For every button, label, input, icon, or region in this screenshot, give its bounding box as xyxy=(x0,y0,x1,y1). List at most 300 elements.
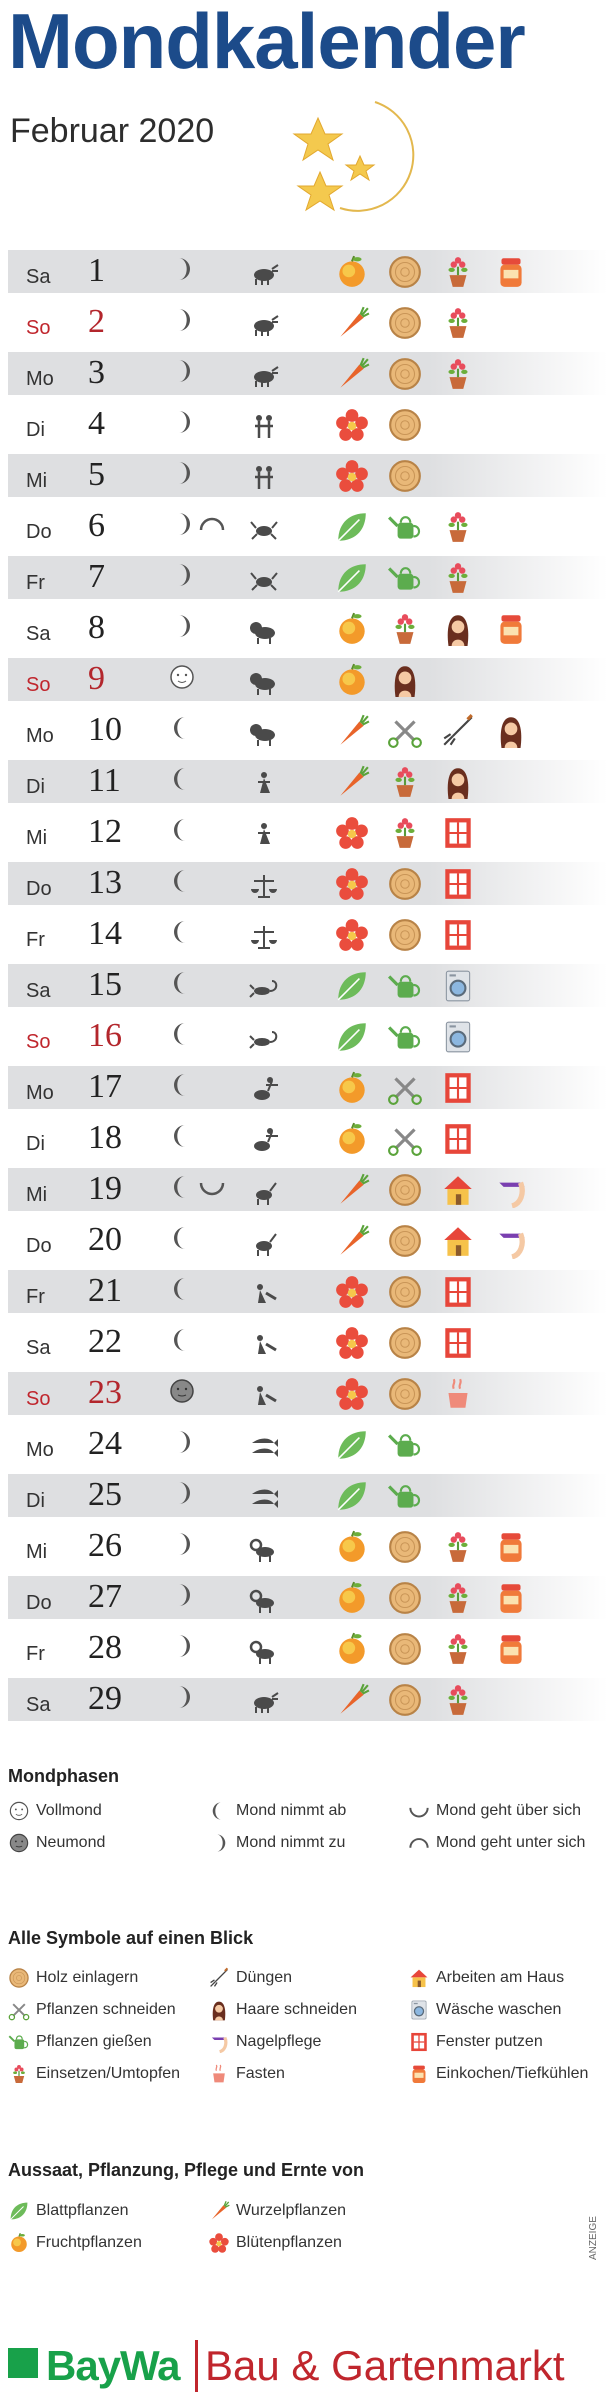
activity-symbols xyxy=(333,304,476,341)
zodiac-ram-icon xyxy=(248,1636,280,1671)
baywa-logo-square xyxy=(8,2348,38,2378)
leaf-icon xyxy=(333,1426,370,1463)
blossom-icon xyxy=(333,457,370,494)
fruit-icon xyxy=(333,610,370,647)
zodiac-virgin-icon xyxy=(248,820,280,855)
moon-phase xyxy=(168,1531,196,1561)
activity-symbols xyxy=(333,1630,529,1667)
wood-icon xyxy=(386,304,423,341)
zodiac-crab-icon xyxy=(248,565,280,600)
blossom-icon xyxy=(208,2232,230,2254)
calendar-row xyxy=(8,1525,608,1568)
zodiac-bull-icon xyxy=(248,310,280,345)
activity-symbols xyxy=(333,1018,476,1055)
weekday-label: So xyxy=(26,674,51,696)
legend-label: Einsetzen/Umtopfen xyxy=(36,2065,181,2082)
page-title: Mondkalender xyxy=(8,0,525,85)
moon-wax-icon xyxy=(168,306,196,339)
moon-wane-icon xyxy=(168,867,196,900)
fruit-icon xyxy=(333,253,370,290)
legend-label: Haare schneiden xyxy=(236,2001,357,2018)
legend-item xyxy=(8,2063,180,2085)
calendar-row xyxy=(8,811,608,854)
zodiac-twins-icon xyxy=(248,412,280,447)
calendar-row xyxy=(8,301,608,344)
moon-wane-icon xyxy=(168,1326,196,1359)
calendar-row xyxy=(8,1270,608,1313)
activity-symbols xyxy=(333,355,476,392)
weekday-label: Mo xyxy=(26,368,54,390)
day-number: 13 xyxy=(88,864,122,901)
weekday-label: Fr xyxy=(26,929,45,951)
day-number: 21 xyxy=(88,1272,122,1309)
window-icon xyxy=(408,2031,430,2053)
zodiac-scales-icon xyxy=(248,871,280,906)
moon-wane-icon xyxy=(168,714,196,747)
calendar-row xyxy=(8,454,608,497)
zodiac-bull-icon xyxy=(248,361,280,396)
hair-icon xyxy=(492,712,529,749)
descending-icon xyxy=(408,1832,430,1854)
moon-phases-legend xyxy=(8,1800,608,1870)
zodiac-virgin-icon xyxy=(248,769,280,804)
house-icon xyxy=(439,1171,476,1208)
day-number: 20 xyxy=(88,1221,122,1258)
moon-phase xyxy=(168,1327,196,1357)
legend-item xyxy=(8,1999,176,2021)
moon-wax-icon xyxy=(168,612,196,645)
moon-phase xyxy=(168,1684,196,1714)
wood-icon xyxy=(386,865,423,902)
moon-phase xyxy=(168,1174,226,1204)
flowerpot-icon xyxy=(439,1528,476,1565)
watering-icon xyxy=(386,559,423,596)
zodiac-scales-icon xyxy=(248,922,280,957)
leaf-icon xyxy=(333,1018,370,1055)
nail-icon xyxy=(492,1222,529,1259)
window-icon xyxy=(439,916,476,953)
day-number: 17 xyxy=(88,1068,122,1105)
legend-item xyxy=(8,1832,105,1854)
activity-symbols xyxy=(333,1579,529,1616)
activity-symbols xyxy=(333,1069,476,1106)
activity-symbols xyxy=(333,763,476,800)
moon-phase xyxy=(168,460,196,490)
calendar-row xyxy=(8,709,608,752)
moon-wane-icon xyxy=(168,1020,196,1053)
root-icon xyxy=(208,2200,230,2222)
root-icon xyxy=(333,763,370,800)
calendar-row xyxy=(8,1576,608,1619)
window-icon xyxy=(439,1069,476,1106)
zodiac-scorpion-icon xyxy=(248,1024,280,1059)
moon-phase xyxy=(168,511,226,541)
activity-symbols xyxy=(333,1477,423,1514)
moon-phase xyxy=(168,919,196,949)
calendar-row xyxy=(8,1117,608,1160)
legend-item xyxy=(408,2063,588,2085)
day-number: 6 xyxy=(88,507,105,544)
wood-icon xyxy=(386,1579,423,1616)
moon-phase xyxy=(168,766,196,796)
hair-icon xyxy=(439,763,476,800)
weekday-label: Sa xyxy=(26,623,51,645)
wood-icon xyxy=(386,1324,423,1361)
window-icon xyxy=(439,1120,476,1157)
zodiac-fish-icon xyxy=(248,1483,280,1518)
blossom-icon xyxy=(333,865,370,902)
legend-item xyxy=(208,1800,346,1822)
wax-icon xyxy=(208,1832,230,1854)
legend-item xyxy=(208,2031,321,2053)
advertisement-label: ANZEIGE xyxy=(588,2216,599,2260)
day-number: 16 xyxy=(88,1017,122,1054)
moon-wax-icon xyxy=(168,561,196,594)
legend-item xyxy=(208,2063,285,2085)
legend-item xyxy=(8,1967,138,1989)
activity-symbols xyxy=(333,967,476,1004)
activity-symbols xyxy=(333,406,423,443)
house-icon xyxy=(439,1222,476,1259)
activity-symbols xyxy=(333,457,423,494)
legend-item xyxy=(208,1832,345,1854)
jar-icon xyxy=(492,1528,529,1565)
activity-symbols xyxy=(333,1426,423,1463)
day-number: 29 xyxy=(88,1680,122,1717)
activity-symbols xyxy=(333,508,476,545)
activity-symbols xyxy=(333,1324,476,1361)
moon-wax-icon xyxy=(168,1479,196,1512)
fork-icon xyxy=(439,712,476,749)
moon-wax-icon xyxy=(168,255,196,288)
day-number: 14 xyxy=(88,915,122,952)
zodiac-goat-icon xyxy=(248,1228,280,1263)
wood-icon xyxy=(386,1375,423,1412)
zodiac-ram-icon xyxy=(248,1534,280,1569)
legend-label: Mond nimmt zu xyxy=(236,1834,346,1851)
zodiac-aquarius-icon xyxy=(248,1381,280,1416)
calendar-row xyxy=(8,1015,608,1058)
moon-phases-title: Mondphasen xyxy=(8,1766,119,1786)
moon-stars-decoration xyxy=(280,98,430,223)
new-icon xyxy=(8,1832,30,1854)
activity-symbols xyxy=(333,610,529,647)
weekday-label: Di xyxy=(26,1490,45,1512)
moon-wax-icon xyxy=(168,1632,196,1665)
legend-item xyxy=(408,1967,564,1989)
watering-icon xyxy=(386,1477,423,1514)
moon-wane-icon xyxy=(168,1275,196,1308)
weekday-label: Mi xyxy=(26,827,48,849)
moon-wane-icon xyxy=(168,1071,196,1104)
calendar-row xyxy=(8,1678,608,1721)
calendar-row xyxy=(8,1474,608,1517)
ascending-icon xyxy=(408,1800,430,1822)
moon-wane-icon xyxy=(168,1122,196,1155)
nail-icon xyxy=(208,2031,230,2053)
legend-label: Einkochen/Tiefkühlen xyxy=(436,2065,589,2082)
plants-legend xyxy=(8,2200,608,2260)
moon-full-icon xyxy=(168,663,196,696)
fruit-icon xyxy=(333,1120,370,1157)
legend-label: Fenster putzen xyxy=(436,2033,543,2050)
hair-icon xyxy=(386,661,423,698)
leaf-icon xyxy=(333,559,370,596)
moon-phase xyxy=(168,1582,196,1612)
nail-icon xyxy=(492,1171,529,1208)
moon-phase xyxy=(168,1072,196,1102)
wood-icon xyxy=(386,253,423,290)
moon-phase xyxy=(168,1480,196,1510)
calendar-table xyxy=(8,250,608,1729)
window-icon xyxy=(439,814,476,851)
watering-icon xyxy=(386,1018,423,1055)
jar-icon xyxy=(492,610,529,647)
calendar-row xyxy=(8,250,608,293)
moon-phase xyxy=(168,1633,196,1663)
zodiac-scorpion-icon xyxy=(248,973,280,1008)
legend-item xyxy=(8,2031,152,2053)
flowerpot-icon xyxy=(8,2063,30,2085)
legend-item xyxy=(8,2232,142,2254)
flowerpot-icon xyxy=(439,1681,476,1718)
moon-phase xyxy=(168,256,196,286)
legend-item xyxy=(208,1999,357,2021)
moon-phase xyxy=(168,1021,196,1051)
moon-phase xyxy=(168,868,196,898)
day-number: 18 xyxy=(88,1119,122,1156)
flowerpot-icon xyxy=(386,763,423,800)
day-number: 12 xyxy=(88,813,122,850)
watering-icon xyxy=(386,1426,423,1463)
wood-icon xyxy=(386,1222,423,1259)
blossom-icon xyxy=(333,1324,370,1361)
activity-symbols xyxy=(333,712,529,749)
activity-symbols xyxy=(333,661,423,698)
zodiac-bull-icon xyxy=(248,1687,280,1722)
activity-symbols xyxy=(333,1375,476,1412)
moon-wax-icon xyxy=(168,1530,196,1563)
weekday-label: So xyxy=(26,317,51,339)
wood-icon xyxy=(386,457,423,494)
calendar-row xyxy=(8,607,608,650)
calendar-row xyxy=(8,760,608,803)
moon-new-icon xyxy=(168,1377,196,1410)
moon-descending-icon xyxy=(198,510,226,543)
calendar-row xyxy=(8,1423,608,1466)
legend-label: Wurzelpflanzen xyxy=(236,2202,346,2219)
calendar-row xyxy=(8,1372,608,1415)
weekday-label: Fr xyxy=(26,1286,45,1308)
jar-icon xyxy=(408,2063,430,2085)
root-icon xyxy=(333,1681,370,1718)
legend-item xyxy=(8,2200,129,2222)
activity-symbols xyxy=(333,865,476,902)
calendar-row xyxy=(8,1168,608,1211)
legend-label: Pflanzen schneiden xyxy=(36,2001,176,2018)
calendar-row xyxy=(8,862,608,905)
month-label: Februar 2020 xyxy=(10,112,215,150)
wood-icon xyxy=(386,1630,423,1667)
moon-phase xyxy=(168,970,196,1000)
moon-wane-icon xyxy=(168,1224,196,1257)
legend-item xyxy=(208,2232,342,2254)
legend-label: Vollmond xyxy=(36,1802,102,1819)
blossom-icon xyxy=(333,1273,370,1310)
day-number: 2 xyxy=(88,303,105,340)
moon-wane-icon xyxy=(168,918,196,951)
flowerpot-icon xyxy=(439,559,476,596)
legend-label: Holz einlagern xyxy=(36,1969,139,1986)
zodiac-archer-icon xyxy=(248,1126,280,1161)
leaf-icon xyxy=(333,1477,370,1514)
full-icon xyxy=(8,1800,30,1822)
weekday-label: Di xyxy=(26,1133,45,1155)
flowerpot-icon xyxy=(439,1630,476,1667)
brand-subtitle: Bau & Gartenmarkt xyxy=(205,2342,565,2389)
moon-phase xyxy=(168,307,196,337)
washer-icon xyxy=(439,1018,476,1055)
day-number: 7 xyxy=(88,558,105,595)
scissors-icon xyxy=(386,1120,423,1157)
blossom-icon xyxy=(333,916,370,953)
moon-phase xyxy=(168,1429,196,1459)
legend-label: Blattpflanzen xyxy=(36,2202,129,2219)
day-number: 28 xyxy=(88,1629,122,1666)
fruit-icon xyxy=(333,1528,370,1565)
activity-symbols xyxy=(333,1528,529,1565)
calendar-row xyxy=(8,1219,608,1262)
scissors-icon xyxy=(386,712,423,749)
calendar-row xyxy=(8,352,608,395)
moon-phase xyxy=(168,562,196,592)
flowerpot-icon xyxy=(439,304,476,341)
flowerpot-icon xyxy=(439,508,476,545)
root-icon xyxy=(333,712,370,749)
wane-icon xyxy=(208,1800,230,1822)
day-number: 24 xyxy=(88,1425,122,1462)
wood-icon xyxy=(386,1171,423,1208)
root-icon xyxy=(333,355,370,392)
house-icon xyxy=(408,1967,430,1989)
day-number: 19 xyxy=(88,1170,122,1207)
moon-wax-icon xyxy=(168,1581,196,1614)
moon-wane-icon xyxy=(168,816,196,849)
flowerpot-icon xyxy=(439,1579,476,1616)
moon-phase xyxy=(168,409,196,439)
moon-wane-icon xyxy=(168,765,196,798)
calendar-row xyxy=(8,964,608,1007)
weekday-label: So xyxy=(26,1388,51,1410)
legend-label: Mond geht unter sich xyxy=(436,1834,586,1851)
weekday-label: Mi xyxy=(26,470,48,492)
moon-wax-icon xyxy=(168,459,196,492)
legend-label: Pflanzen gießen xyxy=(36,2033,152,2050)
wood-icon xyxy=(8,1967,30,1989)
legend-item xyxy=(408,2031,543,2053)
zodiac-bull-icon xyxy=(248,259,280,294)
washer-icon xyxy=(439,967,476,1004)
weekday-label: Do xyxy=(26,878,52,900)
plants-title: Aussaat, Pflanzung, Pflege und Ernte von xyxy=(8,2160,365,2180)
legend-label: Fasten xyxy=(236,2065,285,2082)
scissors-icon xyxy=(8,1999,30,2021)
weekday-label: Di xyxy=(26,776,45,798)
window-icon xyxy=(439,1324,476,1361)
calendar-row xyxy=(8,505,608,548)
zodiac-aquarius-icon xyxy=(248,1330,280,1365)
jar-icon xyxy=(492,1579,529,1616)
weekday-label: Do xyxy=(26,521,52,543)
weekday-label: Mo xyxy=(26,1082,54,1104)
weekday-label: Di xyxy=(26,419,45,441)
weekday-label: Sa xyxy=(26,266,51,288)
day-number: 22 xyxy=(88,1323,122,1360)
brand-name: BayWa xyxy=(46,2342,180,2389)
activity-symbols xyxy=(333,916,476,953)
window-icon xyxy=(439,865,476,902)
moon-phase xyxy=(168,664,196,694)
legend-item xyxy=(8,1800,102,1822)
activity-symbols xyxy=(333,559,476,596)
legend-label: Nagelpflege xyxy=(236,2033,322,2050)
activity-symbols xyxy=(333,1222,529,1259)
fruit-icon xyxy=(333,1630,370,1667)
legend-label: Fruchtpflanzen xyxy=(36,2234,142,2251)
day-number: 26 xyxy=(88,1527,122,1564)
moon-phase xyxy=(168,1123,196,1153)
legend-label: Mond geht über sich xyxy=(436,1802,581,1819)
fruit-icon xyxy=(333,1579,370,1616)
zodiac-goat-icon xyxy=(248,1177,280,1212)
wood-icon xyxy=(386,1273,423,1310)
calendar-row xyxy=(8,403,608,446)
legend-label: Neumond xyxy=(36,1834,106,1851)
hair-icon xyxy=(208,1999,230,2021)
hair-icon xyxy=(439,610,476,647)
weekday-label: Fr xyxy=(26,1643,45,1665)
moon-phase xyxy=(168,817,196,847)
moon-phase xyxy=(168,1378,196,1408)
calendar-row xyxy=(8,1066,608,1109)
leaf-icon xyxy=(333,508,370,545)
flowerpot-icon xyxy=(439,355,476,392)
watering-icon xyxy=(8,2031,30,2053)
moon-wane-icon xyxy=(168,969,196,1002)
day-number: 11 xyxy=(88,762,121,799)
flowerpot-icon xyxy=(386,814,423,851)
day-number: 5 xyxy=(88,456,105,493)
jar-icon xyxy=(492,253,529,290)
weekday-label: Do xyxy=(26,1235,52,1257)
flowerpot-icon xyxy=(386,610,423,647)
day-number: 10 xyxy=(88,711,122,748)
moon-wax-icon xyxy=(168,408,196,441)
brand-divider xyxy=(195,2340,198,2392)
leaf-icon xyxy=(333,967,370,1004)
moon-wax-icon xyxy=(168,1683,196,1716)
root-icon xyxy=(333,304,370,341)
weekday-label: Mi xyxy=(26,1184,48,1206)
fork-icon xyxy=(208,1967,230,1989)
fruit-icon xyxy=(333,1069,370,1106)
leaf-icon xyxy=(8,2200,30,2222)
day-number: 25 xyxy=(88,1476,122,1513)
moon-wax-icon xyxy=(168,1428,196,1461)
blossom-icon xyxy=(333,814,370,851)
flowerpot-icon xyxy=(439,253,476,290)
moon-phase xyxy=(168,715,196,745)
